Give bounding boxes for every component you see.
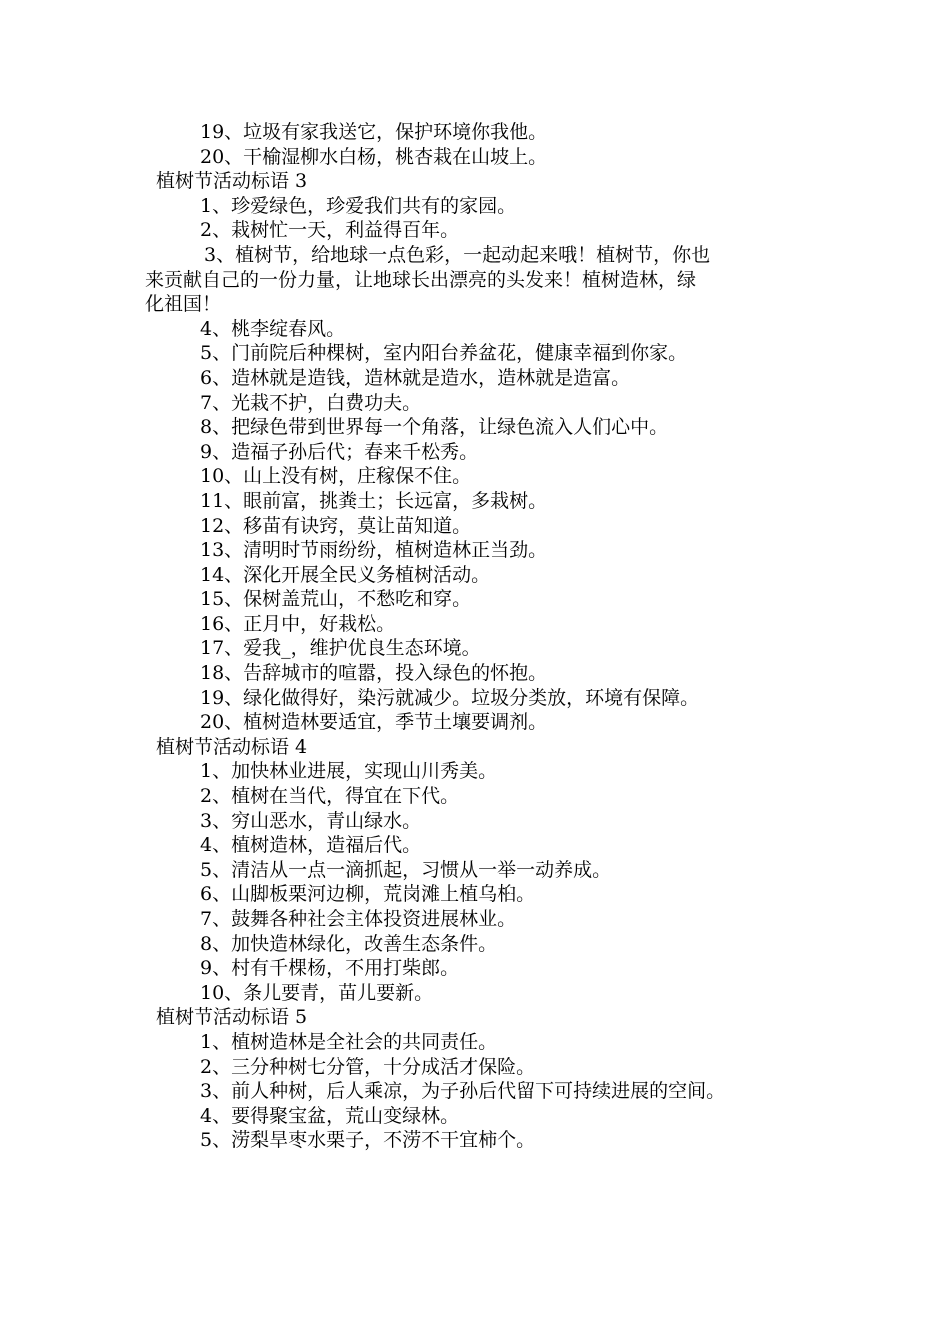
slogan-line: 13、清明时节雨纷纷，植树造林正当劲。 <box>200 539 548 562</box>
slogan-line: 8、加快造林绿化，改善生态条件。 <box>200 932 498 955</box>
slogan-line: 9、村有千棵杨，不用打柴郎。 <box>200 957 460 980</box>
slogan-line: 2、植树在当代，得宜在下代。 <box>200 785 460 808</box>
slogan-line: 18、告辞城市的喧嚣，投入绿色的怀抱。 <box>200 662 548 685</box>
slogan-line: 16、正月中，好栽松。 <box>200 612 396 635</box>
slogan-line: 5、门前院后种棵树，室内阳台养盆花，健康幸福到你家。 <box>200 342 688 365</box>
slogan-line: 6、造林就是造钱，造林就是造水，造林就是造富。 <box>200 366 631 389</box>
slogan-line: 20、干榆湿柳水白杨，桃杏栽在山坡上。 <box>200 145 548 168</box>
section-heading: 植树节活动标语 4 <box>156 735 308 758</box>
section-heading: 植树节活动标语 5 <box>156 1006 308 1029</box>
slogan-line: 6、山脚板栗河边柳，荒岗滩上植乌桕。 <box>200 883 536 906</box>
slogan-line-wrapped: 来贡献自己的一份力量，让地球长出漂亮的头发来！植树造林，绿 <box>145 268 697 291</box>
slogan-line: 17、爱我_，维护优良生态环境。 <box>200 637 481 660</box>
slogan-line: 5、清洁从一点一滴抓起，习惯从一举一动养成。 <box>200 858 612 881</box>
slogan-line: 11、眼前富，挑粪土；长远富，多栽树。 <box>200 489 548 512</box>
slogan-line: 12、移苗有诀窍，莫让苗知道。 <box>200 514 472 537</box>
slogan-line: 4、桃李绽春风。 <box>200 317 346 340</box>
slogan-line: 9、造福子孙后代；春来千松秀。 <box>200 440 479 463</box>
document-page <box>0 120 950 1153</box>
slogan-line: 3、穷山恶水，青山绿水。 <box>200 809 422 832</box>
slogan-line: 1、珍爱绿色，珍爱我们共有的家园。 <box>200 194 517 217</box>
slogan-line: 14、深化开展全民义务植树活动。 <box>200 563 491 586</box>
slogan-line: 10、山上没有树，庄稼保不住。 <box>200 465 472 488</box>
slogan-line: 7、光栽不护，白费功夫。 <box>200 391 422 414</box>
slogan-line: 1、植树造林是全社会的共同责任。 <box>200 1030 498 1053</box>
slogan-line: 19、绿化做得好，染污就减少。垃圾分类放，环境有保障。 <box>200 686 700 709</box>
slogan-line: 19、垃圾有家我送它，保护环境你我他。 <box>200 121 548 143</box>
slogan-line: 15、保树盖荒山，不愁吃和穿。 <box>200 588 472 611</box>
slogan-line: 4、要得聚宝盆，荒山变绿林。 <box>200 1104 460 1127</box>
slogan-line: 4、植树造林，造福后代。 <box>200 834 422 857</box>
slogan-line: 10、条儿要青，苗儿要新。 <box>200 981 434 1004</box>
slogan-line: 8、把绿色带到世界每一个角落，让绿色流入人们心中。 <box>200 416 669 439</box>
slogan-line-wrapped: 3、植树节，给地球一点色彩，一起动起来哦！植树节，你也 <box>204 243 711 266</box>
slogan-line: 2、栽树忙一天，利益得百年。 <box>200 219 460 242</box>
slogan-line: 7、鼓舞各种社会主体投资进展林业。 <box>200 908 517 930</box>
slogan-line: 1、加快林业进展，实现山川秀美。 <box>200 760 498 783</box>
slogan-line: 3、前人种树，后人乘凉，为子孙后代留下可持续进展的空间。 <box>200 1080 726 1103</box>
section-heading: 植树节活动标语 3 <box>156 170 308 193</box>
slogan-line: 5、涝梨旱枣水栗子，不涝不干宜柿个。 <box>200 1129 536 1152</box>
slogan-line-wrapped: 化祖国！ <box>145 293 222 316</box>
slogan-line: 20、植树造林要适宜，季节土壤要调剂。 <box>200 711 548 734</box>
slogan-line: 2、三分种树七分管，十分成活才保险。 <box>200 1055 536 1078</box>
